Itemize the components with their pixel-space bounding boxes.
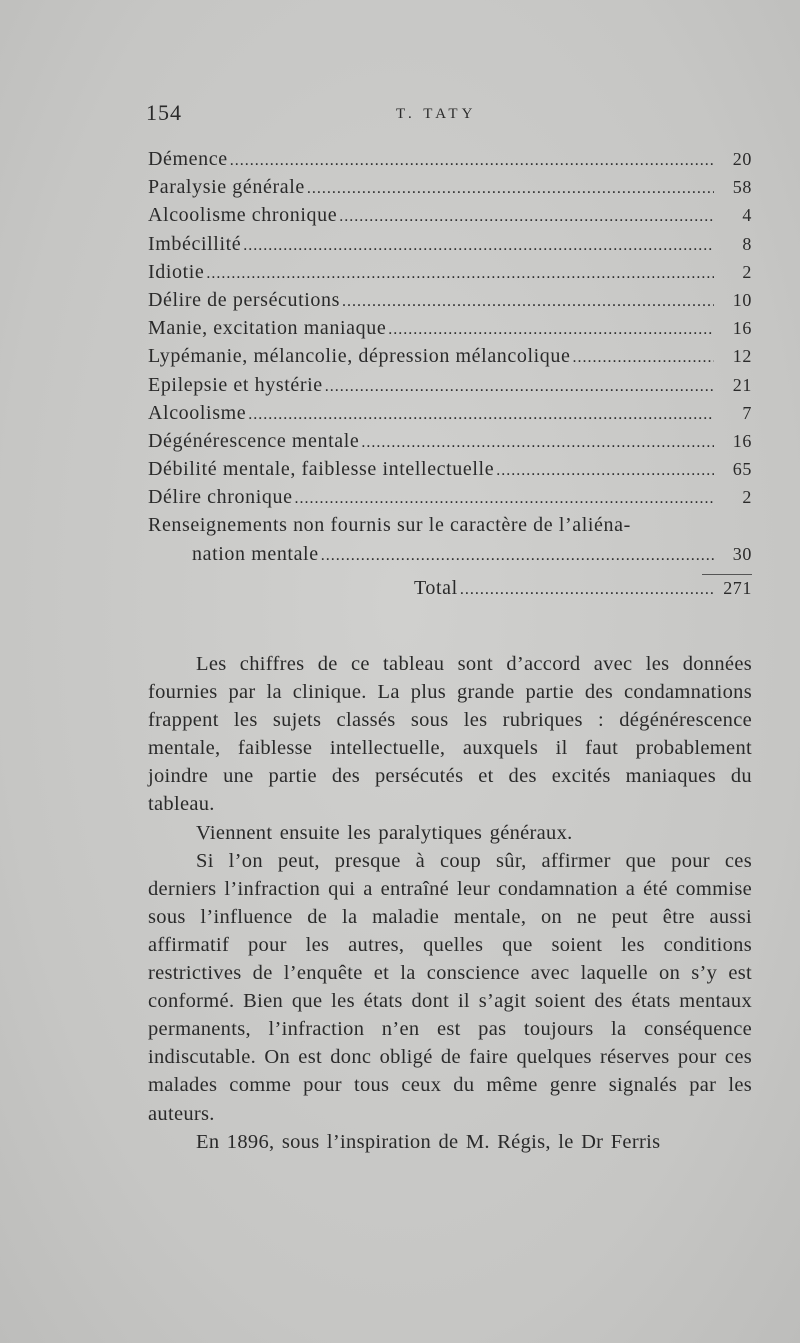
row-value: 8 xyxy=(742,233,752,254)
row-label: Démence xyxy=(148,148,228,170)
row-label: Débilité mentale, faiblesse intellectuelle xyxy=(148,458,495,481)
total-rule xyxy=(702,574,752,575)
dot-leader xyxy=(342,286,714,314)
row-label: Renseignements non fournis sur le caractère de l’aliéna- xyxy=(148,514,631,537)
total-value: 271 xyxy=(723,577,752,598)
page-header xyxy=(146,100,752,130)
table-row xyxy=(148,427,752,455)
row-value: 2 xyxy=(742,487,752,508)
row-label: Lypémanie, mélancolie, dépression mélancolique xyxy=(148,345,571,368)
table-row xyxy=(148,342,752,370)
row-label: Délire chronique xyxy=(148,486,293,509)
dot-leader xyxy=(206,258,714,286)
dot-leader xyxy=(230,145,714,173)
dot-leader xyxy=(325,371,714,399)
table-row xyxy=(148,399,752,427)
table-row xyxy=(148,230,752,258)
row-value: 10 xyxy=(732,289,752,310)
statistics-table xyxy=(148,145,752,602)
paragraph: Viennent ensuite les paralytiques généraux. xyxy=(196,821,573,844)
body-text xyxy=(148,650,752,1156)
row-label: Epilepsie et hystérie xyxy=(148,373,323,396)
total-row xyxy=(148,574,752,602)
row-value: 58 xyxy=(732,177,752,198)
row-value: 2 xyxy=(742,261,752,282)
paragraph: Si l’on peut, presque à coup sûr, affirmer que pour ces derniers l’infraction qui a entraîné leur condamnation a été commise sous l’influence de la maladie mentale, on ne peut être aussi affirmatif pour les autres, quelles que soient les conditions restrictives de l’enquête et la conscience avec laquelle on s’y est conformé. Bien que les états dont il s’agit soient des états mentaux permanents, l’infraction n’en est pas toujours la conséquence indiscutable. On est donc obligé de faire quelques réserves pour ces malades comme pour tous ceux du même genre signalés par les auteurs. xyxy=(148,849,752,1125)
dot-leader xyxy=(243,230,714,258)
table-row xyxy=(148,145,752,173)
paragraph: En 1896, sous l’inspiration de M. Régis, le Dr Ferris xyxy=(196,1130,661,1153)
row-value: 65 xyxy=(732,459,752,480)
dot-leader xyxy=(307,173,714,201)
dot-leader xyxy=(388,314,714,342)
table-row xyxy=(148,455,752,483)
dot-leader xyxy=(321,540,714,568)
row-value: 20 xyxy=(732,149,752,169)
row-value: 4 xyxy=(742,205,752,226)
row-value: 16 xyxy=(732,318,752,339)
table-row xyxy=(148,371,752,399)
row-label: Alcoolisme chronique xyxy=(148,204,338,227)
paragraph: Les chiffres de ce tableau sont d’accord avec les données fournies par la clinique. La plus grande partie des condamnations frappent les sujets classés sous les rubriques : dégénérescence mentale, faiblesse intellectuelle, auxquels il faut probablement joindre une partie des persécutés et des excités maniaques du tableau. xyxy=(148,653,752,816)
page-number: 154 xyxy=(146,100,182,125)
dot-leader xyxy=(339,201,714,229)
row-label: Manie, excitation maniaque xyxy=(148,317,387,340)
row-label: Idiotie xyxy=(148,260,205,283)
row-label: Imbécillité xyxy=(148,232,242,255)
table-row xyxy=(148,201,752,229)
dot-leader xyxy=(295,483,714,511)
table-row xyxy=(148,314,752,342)
table-row xyxy=(148,540,752,568)
table-row xyxy=(148,258,752,286)
dot-leader xyxy=(248,399,714,427)
table-row xyxy=(148,483,752,511)
dot-leader xyxy=(361,427,714,455)
row-label: Paralysie générale xyxy=(148,176,305,199)
row-label-continuation: nation mentale xyxy=(192,542,319,565)
row-label: Délire de persécutions xyxy=(148,288,341,311)
row-value: 7 xyxy=(742,402,752,423)
dot-leader xyxy=(572,342,714,370)
table-row-wrapped-first-line xyxy=(148,511,752,539)
dot-leader xyxy=(460,574,714,602)
dot-leader xyxy=(496,455,714,483)
total-label: Total xyxy=(414,576,458,599)
table-row xyxy=(148,173,752,201)
row-value: 16 xyxy=(732,430,752,451)
row-label: Alcoolisme xyxy=(148,401,247,424)
row-value: 21 xyxy=(732,374,752,395)
table-row xyxy=(148,286,752,314)
row-value: 12 xyxy=(732,346,752,367)
running-head: T. TATY xyxy=(396,106,477,122)
row-label: Dégénérescence mentale xyxy=(148,429,360,452)
row-value: 30 xyxy=(732,543,752,564)
